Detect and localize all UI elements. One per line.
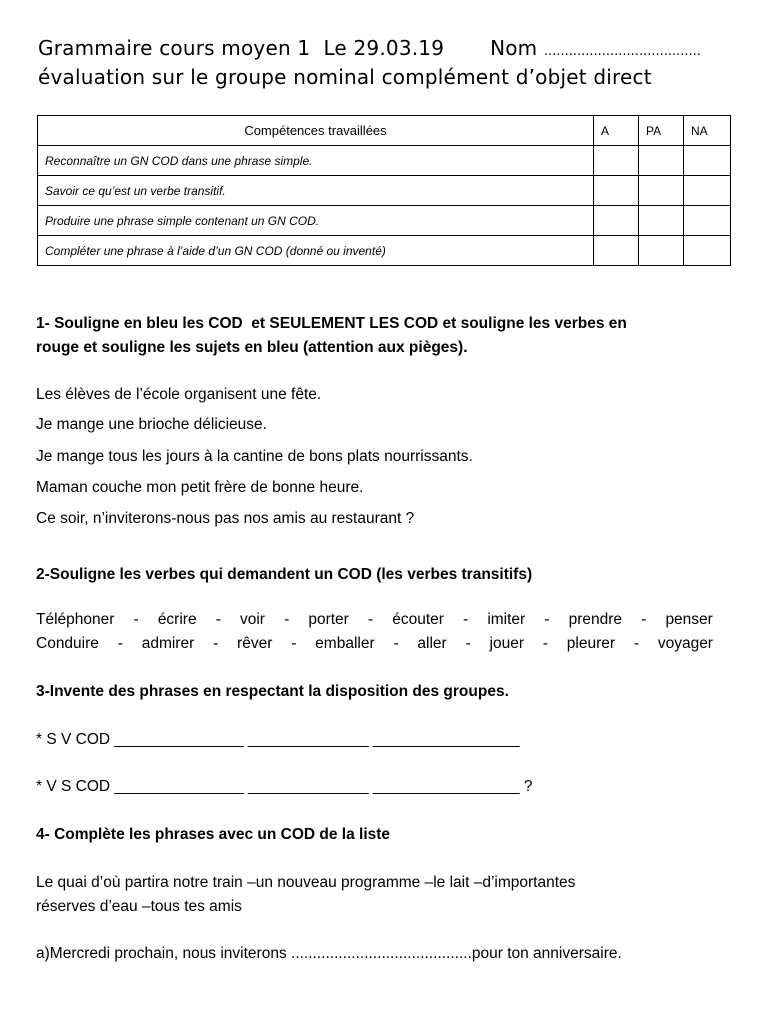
separator: - xyxy=(213,635,219,652)
competences-header: Compétences travaillées xyxy=(38,116,594,146)
separator: - xyxy=(133,611,139,628)
cell-na xyxy=(684,176,731,206)
exercise1-instruction-line2: rouge et souligne les sujets en bleu (attention aux pièges). xyxy=(36,339,468,356)
exercise1-instruction-line1: 1- Souligne en bleu les COD et SEULEMENT LES COD et souligne les verbes en xyxy=(36,315,627,332)
cell-na xyxy=(684,236,731,266)
col-a-header: A xyxy=(594,116,639,146)
verb-item: Conduire xyxy=(36,635,99,652)
separator: - xyxy=(291,635,297,652)
verb-item: porter xyxy=(308,611,349,628)
verb-item: écouter xyxy=(392,611,444,628)
exercise1-sentence: Je mange tous les jours à la cantine de bons plats nourrissants. xyxy=(36,448,473,465)
exercise1-sentence: Maman couche mon petit frère de bonne heure. xyxy=(36,479,364,496)
title-date: Grammaire cours moyen 1 Le 29.03.19 xyxy=(38,36,445,60)
table-row xyxy=(38,146,731,176)
exercise2-instruction: 2-Souligne les verbes qui demandent un COD (les verbes transitifs) xyxy=(36,566,533,583)
separator: - xyxy=(544,611,550,628)
separator: - xyxy=(284,611,290,628)
cell-pa xyxy=(639,176,684,206)
col-na-header: NA xyxy=(684,116,731,146)
exercise4-word-list-line1: Le quai d’où partira notre train –un nouveau programme –le lait –d’importantes xyxy=(36,874,576,891)
skill-cell: Compléter une phrase à l’aide d’un GN COD (donné ou inventé) xyxy=(38,236,594,266)
competences-table xyxy=(37,115,731,266)
verb-item: penser xyxy=(665,611,713,628)
exercise1-sentence: Ce soir, n’inviterons-nous pas nos amis au restaurant ? xyxy=(36,510,415,527)
exercise4-instruction: 4- Complète les phrases avec un COD de la liste xyxy=(36,826,391,843)
verb-item: Téléphoner xyxy=(36,611,115,628)
col-pa-header: PA xyxy=(639,116,684,146)
title-line-2: évaluation sur le groupe nominal complément d’objet direct xyxy=(38,65,652,89)
table-row xyxy=(38,236,731,266)
separator: - xyxy=(465,635,471,652)
verb-item: prendre xyxy=(568,611,623,628)
verb-item: emballer xyxy=(315,635,375,652)
cell-pa xyxy=(639,236,684,266)
separator: - xyxy=(117,635,123,652)
separator: - xyxy=(367,611,374,628)
cell-a xyxy=(594,206,639,236)
verb-item: rêver xyxy=(237,635,273,652)
exercise4-item-a: a)Mercredi prochain, nous inviterons ..........................................pour ton anniversaire. xyxy=(36,945,622,962)
separator: - xyxy=(393,635,399,652)
exercise3-line-vscod: * V S COD _______________ ______________ _________________ ? xyxy=(36,778,533,795)
cell-pa xyxy=(639,146,684,176)
exercise1-sentence: Les élèves de l’école organisent une fête. xyxy=(36,386,322,403)
verb-item: écrire xyxy=(157,611,197,628)
name-label: Nom xyxy=(490,36,538,60)
separator: - xyxy=(463,611,469,628)
separator: - xyxy=(633,635,640,652)
separator: - xyxy=(542,635,548,652)
skill-cell: Produire une phrase simple contenant un GN COD. xyxy=(38,206,594,236)
cell-a xyxy=(594,146,639,176)
cell-na xyxy=(684,146,731,176)
cell-a xyxy=(594,176,639,206)
skill-cell: Savoir ce qu’est un verbe transitif. xyxy=(38,176,594,206)
separator: - xyxy=(641,611,647,628)
verb-item: aller xyxy=(417,635,447,652)
exercise3-instruction: 3-Invente des phrases en respectant la disposition des groupes. xyxy=(36,683,509,700)
exercise3-line-svcod: * S V COD _______________ ______________ _________________ xyxy=(36,731,520,748)
cell-pa xyxy=(639,206,684,236)
separator: - xyxy=(215,611,221,628)
verb-list-row-2 xyxy=(36,635,713,653)
table-row xyxy=(38,176,731,206)
skill-cell: Reconnaître un GN COD dans une phrase simple. xyxy=(38,146,594,176)
table-row xyxy=(38,206,731,236)
verb-item: pleurer xyxy=(566,635,616,652)
verb-item: voir xyxy=(239,611,265,628)
table-header-row xyxy=(38,116,731,146)
exercise4-word-list-line2: réserves d’eau –tous tes amis xyxy=(36,898,242,915)
cell-na xyxy=(684,206,731,236)
cell-a xyxy=(594,236,639,266)
exercise1-sentence: Je mange une brioche délicieuse. xyxy=(36,416,267,433)
verb-item: jouer xyxy=(489,635,524,652)
verb-list-row-1 xyxy=(36,611,713,629)
name-dots: ...................................... xyxy=(543,44,701,59)
verb-item: voyager xyxy=(657,635,713,652)
title-line-1 xyxy=(38,36,701,60)
verb-item: admirer xyxy=(141,635,195,652)
verb-item: imiter xyxy=(487,611,526,628)
